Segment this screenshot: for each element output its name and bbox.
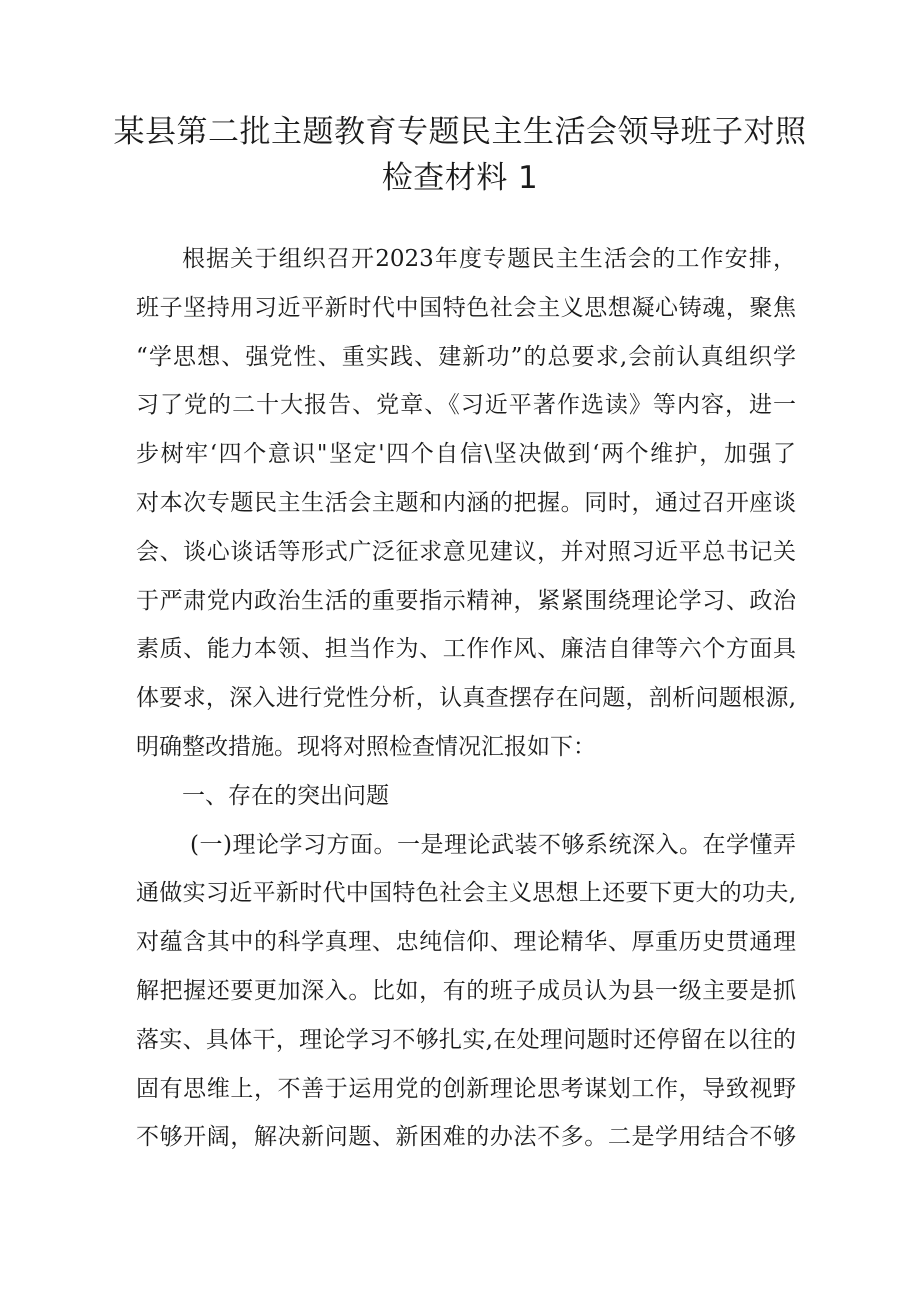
paragraph-line: 体要求，深入进行党性分析，认真查摆存在问题，剖析问题根源, bbox=[136, 685, 796, 712]
paragraph-line: 会、谈心谈话等形式广泛征求意见建议，并对照习近平总书记关 bbox=[136, 538, 796, 565]
paragraph-line: 对本次专题民主生活会主题和内涵的把握。同时，通过召开座谈 bbox=[136, 489, 796, 516]
paragraph-line: 根据关于组织召开2023年度专题民主生活会的工作安排， bbox=[182, 246, 796, 272]
paragraph-line: 素质、能力本领、担当作为、工作作风、廉洁自律等六个方面具 bbox=[136, 636, 796, 663]
paragraph-line: 明确整改措施。现将对照检查情况汇报如下： bbox=[136, 733, 596, 760]
paragraph-line: 固有思维上，不善于运用党的创新理论思考谋划工作，导致视野 bbox=[136, 1075, 796, 1102]
paragraph-line: 习了党的二十大报告、党章、《习近平著作选读》等内容，进一 bbox=[136, 392, 796, 419]
document-title-line-2: 检查材料 1 bbox=[381, 160, 539, 196]
section-heading: 一、存在的突出问题 bbox=[182, 782, 389, 809]
paragraph-line: 对蕴含其中的科学真理、忠纯信仰、理论精华、厚重历史贯通理 bbox=[136, 929, 796, 956]
document-body bbox=[136, 243, 796, 1170]
paragraph-line: 通做实习近平新时代中国特色社会主义思想上还要下更大的功夫, bbox=[136, 880, 796, 907]
paragraph-line: 于严肃党内政治生活的重要指示精神，紧紧围绕理论学习、政治 bbox=[136, 587, 796, 614]
paragraph-line: 不够开阔，解决新问题、新困难的办法不多。二是学用结合不够 bbox=[136, 1124, 796, 1151]
subsection-heading-line: (一)理论学习方面。一是理论武装不够系统深入。在学懂弄 bbox=[190, 831, 796, 858]
document-title-line-1: 某县第二批主题教育专题民主生活会领导班子对照 bbox=[113, 114, 807, 150]
paragraph-line: “学思想、强党性、重实践、建新功”的总要求,会前认真组织学 bbox=[136, 343, 796, 370]
paragraph-line: 解把握还要更加深入。比如，有的班子成员认为县一级主要是抓 bbox=[136, 977, 796, 1004]
paragraph-line: 落实、具体干，理论学习不够扎实,在处理问题时还停留在以往的 bbox=[136, 1026, 796, 1053]
paragraph-line: 步树牢‘四个意识"坚定'四个自信\坚决做到‘两个维护，加强了 bbox=[136, 441, 796, 468]
paragraph-line: 班子坚持用习近平新时代中国特色社会主义思想凝心铸魂，聚焦 bbox=[136, 294, 796, 321]
